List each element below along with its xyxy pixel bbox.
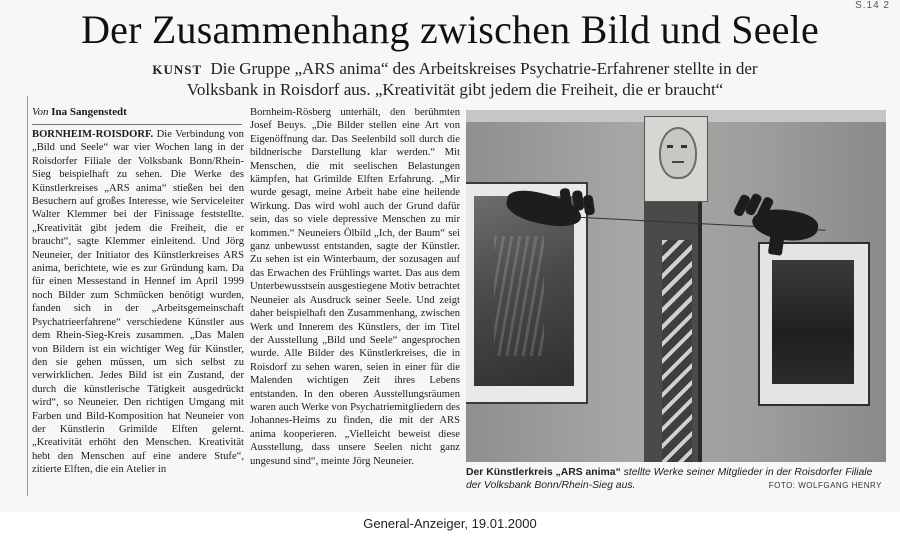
pillar-chevron-pattern bbox=[662, 240, 692, 462]
subhead-text: Die Gruppe „ARS anima“ des Arbeitskreises Psychatrie-Erfahrener stellte in der Volksbank in Roisdorf aus. „Kreativität gibt jedem die Freiheit, die er braucht“ bbox=[186, 59, 758, 99]
byline bbox=[32, 106, 127, 118]
painting-right bbox=[772, 260, 854, 384]
source-line: General-Anzeiger, 19.01.2000 bbox=[363, 516, 537, 531]
caption-lead: Der Künstlerkreis „ARS anima“ bbox=[466, 467, 621, 478]
corner-mark: S.14 2 bbox=[855, 0, 890, 11]
article-subhead bbox=[130, 59, 780, 100]
photo-credit: FOTO: WOLFGANG HENRY bbox=[768, 481, 882, 490]
article-headline: Der Zusammenhang zwischen Bild und Seele bbox=[81, 7, 819, 52]
byline-prefix: Von bbox=[32, 106, 49, 118]
article-column-2 bbox=[250, 106, 460, 468]
subhead-kicker: KUNST bbox=[152, 62, 203, 77]
pillar-edge bbox=[698, 200, 702, 462]
caption-text: stellte Werke seiner Mitglieder in der Roisdorfer Filiale der Volksbank Bonn/Rhein-Sieg aus. bbox=[466, 467, 873, 491]
byline-author: Ina Sangenstedt bbox=[51, 106, 127, 118]
portrait-face-icon bbox=[659, 127, 697, 179]
framed-painting-right bbox=[758, 242, 870, 406]
exhibition-photo bbox=[466, 110, 886, 462]
left-rule bbox=[27, 96, 28, 496]
article-column-1 bbox=[32, 128, 244, 477]
byline-rule bbox=[32, 124, 242, 125]
column-1-text: Die Verbindung von „Bild und Seele“ war vier Wochen lang in der Roisdorfer Filiale der Volksbank Bonn/Rhein-Sieg beispielhaft zu sehen. Die Werke des Künstlerkreises „ARS anima“ stießen bei den Besuchern auf großes Interesse, wie Serviceleiter Walter Klemmer bei der Finissage feststellte. „Kreativität gibt jedem die Freiheit, die er braucht“, sagte Klemmer einleitend. Und Jörg Neuneier, der Initiator des Künstlerkreises ARS anima, berichtete, wie es zur Gründung kam. Da für einen Messestand in Hennef im April 1999 noch Bilder zum Schmücken benötigt wurden, fanden sich in der „Arbeitsgemeinschaft Psychatrieerfahrene“ verschiedene Künstler aus dem Rhein-Sieg-Kreis zusammen. „Das Malen von Bildern ist ein wichtiger Weg für Künstler, den sie gehen müssen, um sich selbst zu verwirklichen. Jedes Bild ist ein Zustand, der durch die künstlerische Tätigkeit ausgedrückt wird“, so Neuneier. Den richtigen Umgang mit Farben und Bild-Komposition hat Neuneier von der Künstlerin Grimilde Elften gelernt. „Kreativität erhöht den Menschen. Kreativität hebt den Menschen auf eine andere Stufe“, zitierte Elften, die ein Atelier in bbox=[32, 129, 244, 476]
column-2-text: Bornheim-Rösberg unterhält, den berühmten Josef Beuys. „Die Bilder stellen eine Art von Eigenöffnung dar. Das Seelenbild soll durch die bildnerische Darstellung klar werden.“ Mit Menschen, die mit seelischen Belastungen kämpfen, hat Grimilde Elften Erfahrung. „Mir wurde gesagt, meine Arbeit habe eine heilende Wirkung. Das wird wohl auch der Grund dafür sein, das so viele depressive Menschen zu mir kommen.“ Neuneiers Ölbild „Ich, der Baum“ sei ganz unbewusst entstanden, sagte der Künstler. Zu sehen ist ein Winterbaum, der sozusagen auf das Erwachen des Frühlings wartet. Das aus dem Unterbewusstsein ausgestiegene Motiv betrachtet Neuneier als Ausdruck seiner Seele. Und zeigt daher beispielhaft den Zusammenhang, zwischen Werk und Innerem des Künstlers, der im Titel der Ausstellung „Bild und Seele“ angesprochen wurde. Alle Bilder des Künstlerkreises, die in Roisdorf zu sehen waren, seien in einer für die Malenden wichtigen Zeit ihres Lebens entstanden. In den oberen Ausstellungsräumen waren auch Werke von Psychatriemitgliedern des Johannes-Heims zu finden, die mit der ARS anima kooperieren. „Vielleicht beweist diese Ausstellung, dass unsere Seelen nicht ganz ungesund sind“, meinte Jörg Neuneier. bbox=[250, 107, 460, 467]
dateline: BORNHEIM-ROISDORF. bbox=[32, 129, 154, 140]
portrait-drawing bbox=[644, 116, 708, 202]
